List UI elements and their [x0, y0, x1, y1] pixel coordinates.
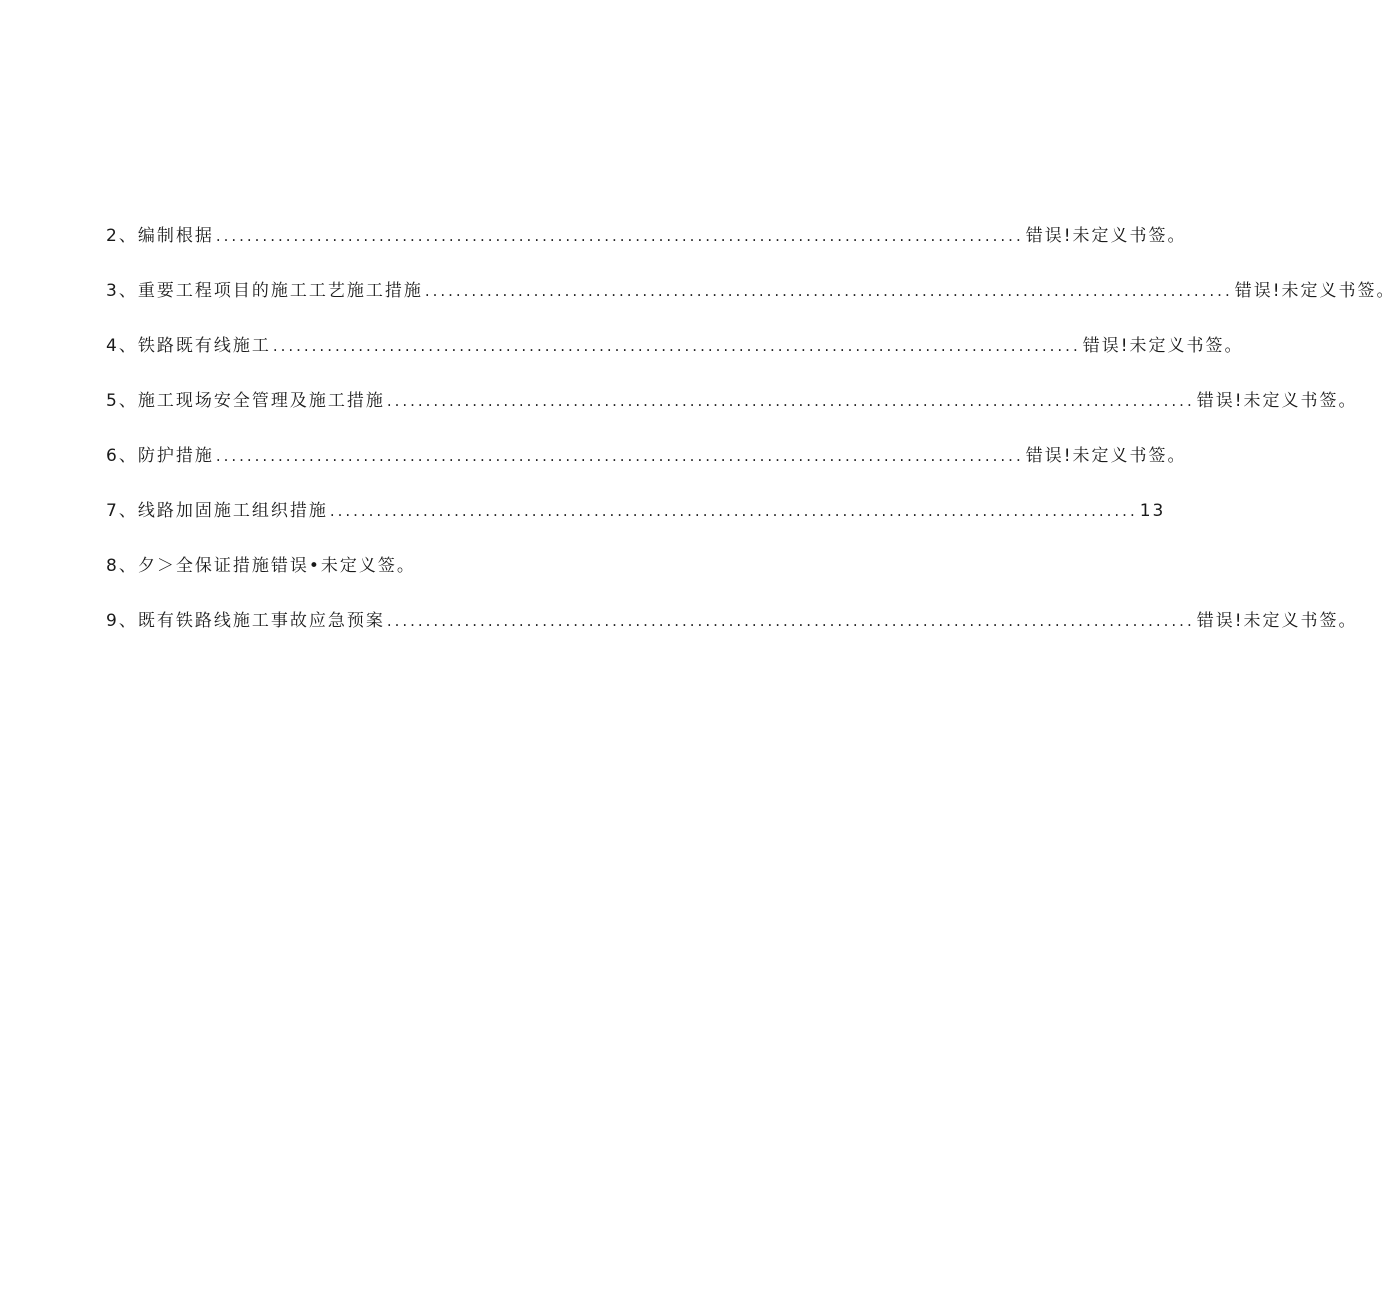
toc-entry-page: 错误!未定义书签。	[1025, 226, 1187, 246]
toc-entry-page: 错误!未定义书签。	[1234, 281, 1396, 301]
toc-entry-title: 2、编制根据	[106, 226, 214, 246]
toc-entry-3[interactable]	[106, 276, 1396, 331]
toc-dot-leader: ........................................................................................................	[272, 337, 1081, 355]
toc-entry-page: 13	[1139, 501, 1166, 521]
toc-entry-5[interactable]	[106, 386, 1358, 441]
toc-entry-title: 9、既有铁路线施工事故应急预案	[106, 611, 385, 631]
table-of-contents	[106, 221, 1396, 661]
toc-entry-8[interactable]	[106, 551, 806, 606]
toc-entry-title: 6、防护措施	[106, 446, 214, 466]
toc-entry-4[interactable]	[106, 331, 1244, 386]
toc-entry-title: 8、夕＞全保证措施错误•未定义签。	[106, 556, 416, 576]
toc-entry-9[interactable]	[106, 606, 1358, 661]
toc-dot-leader: ........................................................................................................	[386, 612, 1195, 630]
toc-dot-leader: ........................................................................................................	[424, 282, 1233, 300]
toc-entry-title: 5、施工现场安全管理及施工措施	[106, 391, 385, 411]
toc-entry-2[interactable]	[106, 221, 1187, 276]
toc-dot-leader: ........................................................................................................	[329, 502, 1138, 520]
toc-entry-page: 错误!未定义书签。	[1196, 611, 1358, 631]
toc-entry-title: 3、重要工程项目的施工工艺施工措施	[106, 281, 423, 301]
toc-entry-title: 7、线路加固施工组织措施	[106, 501, 328, 521]
toc-dot-leader: ........................................................................................................	[215, 447, 1024, 465]
toc-entry-7[interactable]	[106, 496, 1166, 551]
toc-dot-leader: ........................................................................................................	[215, 227, 1024, 245]
toc-entry-title: 4、铁路既有线施工	[106, 336, 271, 356]
toc-entry-page: 错误!未定义书签。	[1082, 336, 1244, 356]
toc-entry-page: 错误!未定义书签。	[1196, 391, 1358, 411]
toc-dot-leader: ........................................................................................................	[386, 392, 1195, 410]
toc-entry-page: 错误!未定义书签。	[1025, 446, 1187, 466]
toc-entry-6[interactable]	[106, 441, 1187, 496]
